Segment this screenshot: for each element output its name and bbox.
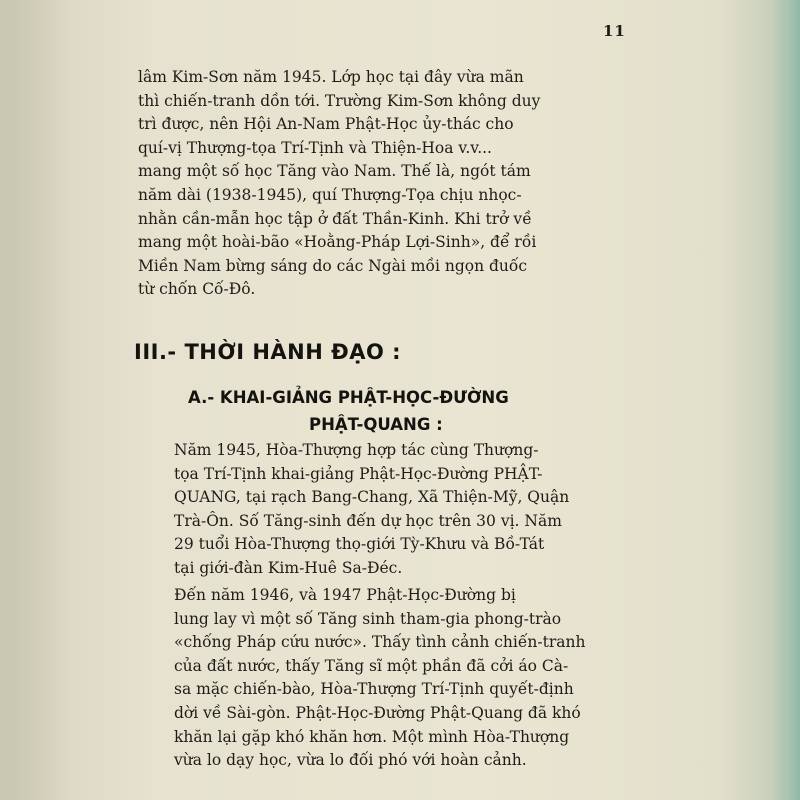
text-line: dời về Sài-gòn. Phật-Học-Đường Phật-Quang đã khó [174, 703, 581, 722]
text-line: Đến năm 1946, và 1947 Phật-Học-Đường bị [174, 586, 516, 604]
text-line: sa mặc chiến-bào, Hòa-Thượng Trí-Tịnh quyết-định [174, 680, 574, 699]
text-line: mang một hoài-bão «Hoằng-Pháp Lợi-Sinh», để rồi [138, 233, 537, 252]
text-line: quí-vị Thượng-tọa Trí-Tịnh và Thiện-Hoa v.v... [138, 138, 492, 157]
text-line: Năm 1945, Hòa-Thượng hợp tác cùng Thượng- [174, 441, 539, 459]
text-line: nhằn cần-mẫn học tập ở đất Thần-Kinh. Khi trở về [138, 209, 532, 228]
text-line: QUANG, tại rạch Bang-Chang, Xã Thiện-Mỹ, Quận [174, 488, 570, 507]
text-line: vừa lo dạy học, vừa lo đối phó với hoàn cảnh. [174, 751, 527, 770]
paragraph-war-years [138, 584, 608, 773]
page-number: 11 [603, 22, 626, 40]
text-line: năm dài (1938-1945), quí Thượng-Tọa chịu nhọc- [138, 185, 522, 204]
text-line: trì được, nên Hội An-Nam Phật-Học ủy-thác cho [138, 115, 514, 134]
text-line: Trà-Ôn. Số Tăng-sinh đến dự học trên 30 vị. Năm [174, 511, 562, 530]
page-gutter-shadow [0, 0, 70, 800]
paragraph-founding [138, 439, 608, 581]
text-line: tại giới-đàn Kim-Huê Sa-Đéc. [174, 558, 403, 577]
text-line: thì chiến-tranh dồn tới. Trường Kim-Sơn không duy [138, 91, 541, 110]
text-line: mang một số học Tăng vào Nam. Thế là, ngót tám [138, 162, 531, 181]
text-line: khăn lại gặp khó khăn hơn. Một mình Hòa-Thượng [174, 727, 570, 746]
text-line: của đất nước, thấy Tăng sĩ một phần đã cởi áo Cà- [174, 656, 569, 675]
text-line: lâm Kim-Sơn năm 1945. Lớp học tại đây vừa mãn [138, 68, 524, 86]
paragraph-intro [138, 66, 608, 302]
section-heading: III.- THỜI HÀNH ĐẠO : [134, 340, 402, 364]
text-line: tọa Trí-Tịnh khai-giảng Phật-Học-Đường PHẬT- [174, 464, 543, 483]
text-line: 29 tuổi Hòa-Thượng thọ-giới Tỳ-Khưu và Bồ-Tát [174, 535, 545, 554]
text-line: từ chốn Cố-Đô. [138, 280, 256, 299]
text-line: lung lay vì một số Tăng sinh tham-gia phong-trào [174, 609, 562, 628]
subsection-heading [188, 384, 618, 438]
text-line: Miền Nam bừng sáng do các Ngài mồi ngọn đuốc [138, 256, 528, 275]
text-line: «chống Pháp cứu nước». Thấy tình cảnh chiến-tranh [174, 633, 586, 652]
subsection-heading-line-2: PHẬT-QUANG : [309, 415, 443, 434]
page-edge [772, 0, 800, 800]
subsection-heading-line-1: A.- KHAI-GIẢNG PHẬT-HỌC-ĐƯỜNG [188, 388, 509, 407]
